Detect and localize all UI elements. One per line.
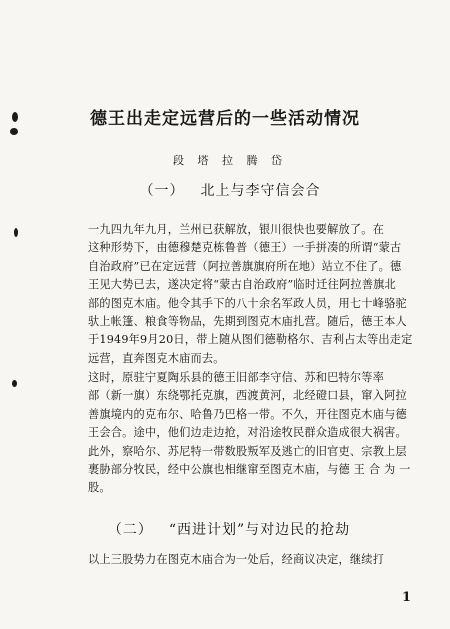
section-heading-1 bbox=[0, 180, 450, 200]
text-line: 驮上帐篷、粮食等物品，先期到图克木庙扎营。随后，德王本人 bbox=[88, 315, 407, 329]
text-line: 一九四九年九月，兰州已获解放，银川很快也要解放了。在 bbox=[88, 223, 385, 236]
scan-mark bbox=[14, 228, 18, 237]
section-label: 北上与李守信会合 bbox=[200, 183, 321, 199]
text-line: 王会合。途中，他们边走边抢，对沿途牧民群众造成很大祸害。 bbox=[88, 426, 407, 440]
section-label: “西进计划”与对边民的抢劫 bbox=[168, 522, 351, 538]
text-line: 善旗境内的克布尔、哈鲁乃巴格一带。不久，开往图克木庙与德 bbox=[88, 407, 407, 421]
section-number: （一） bbox=[139, 183, 185, 199]
text-line: 于1949年9月20日，带上随从图们德勒格尔、吉利占太等出走定 bbox=[88, 333, 413, 347]
text-line: 裹胁部分牧民，经中公旗也相继窜至图克木庙，与德 王 合 为 一 bbox=[88, 463, 411, 477]
text-line: 部（新一旗）东绕鄂托克旗，西渡黄河，北经磴口县，窜入阿拉 bbox=[88, 389, 407, 403]
scan-mark bbox=[10, 128, 18, 135]
paragraph-3 bbox=[88, 551, 428, 569]
page-title: 德王出走定远营后的一些活动情况 bbox=[90, 109, 360, 129]
author-name: 段 塔 拉 腾 岱 bbox=[173, 154, 287, 167]
page-number: 1 bbox=[402, 590, 412, 605]
text-line: 自治政府”已在定远营（阿拉善旗旗府所在地）站立不住了。德 bbox=[88, 259, 402, 273]
text-line: 股。 bbox=[88, 481, 111, 495]
text-line: 远营，直奔图克木庙而去。 bbox=[88, 351, 225, 365]
section-number: （二） bbox=[107, 522, 153, 538]
section-heading-2 bbox=[0, 519, 450, 539]
text-line: 这种形势下，由德穆楚克栋鲁普（德王）一手拼凑的所谓“蒙古 bbox=[88, 241, 402, 255]
text-line: 王见大势已去，遂决定将“蒙古自治政府”临时迁往阿拉善旗北 bbox=[88, 278, 396, 292]
text-line: 此外，察哈尔、苏尼特一带数股叛军及逃亡的旧官吏、宗教上层 bbox=[88, 444, 407, 458]
paragraph-1 bbox=[88, 221, 428, 368]
paragraph-2 bbox=[88, 369, 428, 498]
text-line: 以上三股势力在图克木庙合为一处后，经商议决定，继续打 bbox=[88, 553, 385, 566]
scan-mark bbox=[12, 380, 17, 387]
text-line: 部的图克木庙。他令其手下的八十余名军政人员，用七十峰骆驼 bbox=[88, 296, 407, 310]
text-line: 这时，原驻宁夏陶乐县的德王旧部李守信、苏和巴特尔等率 bbox=[88, 371, 385, 384]
